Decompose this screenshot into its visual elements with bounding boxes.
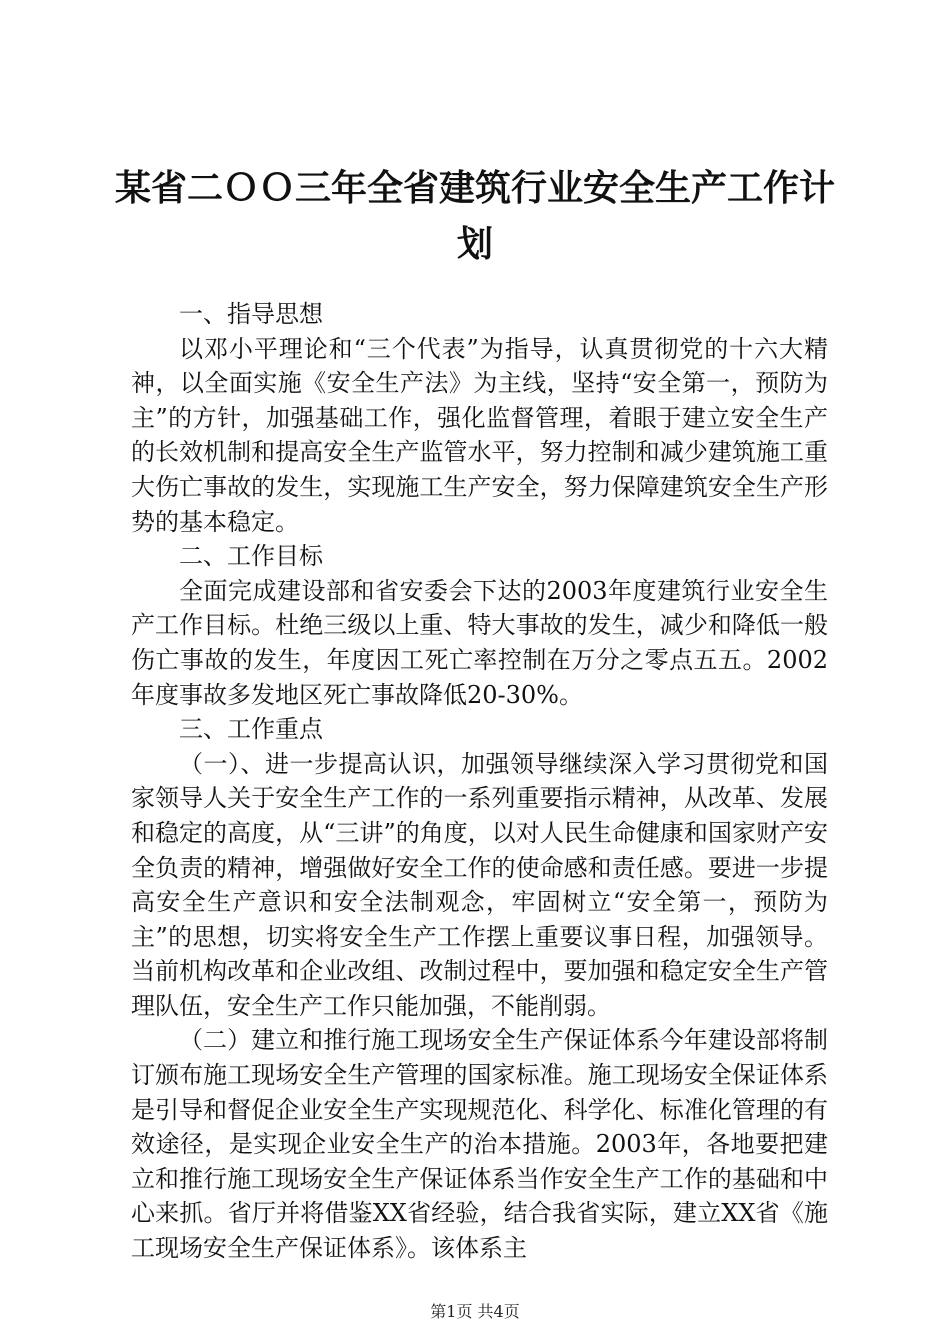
section-heading-work-focus: 三、工作重点: [179, 715, 323, 744]
paragraph-focus-one: （一）、进一步提高认识，加强领导继续深入学习贯彻党和国家领导人关于安全生产工作的一系列重要指示精神，从改革、发展和稳定的高度，从“三讲”的角度，以对人民生命健康和国家财产安全负责的精神，增强做好安全工作的使命感和责任感。要进一步提高安全生产意识和安全法制观念，牢固树立“安全第一，预防为主”的思想，切实将安全生产工作摆上重要议事日程，加强领导。当前机构改革和企业改组、改制过程中，要加强和稳定安全生产管理队伍，安全生产工作只能加强，不能削弱。: [131, 749, 828, 1020]
section-heading-work-goals: 二、工作目标: [179, 542, 323, 571]
paragraph-work-goals: 全面完成建设部和省安委会下达的2003年度建筑行业安全生产工作目标。杜绝三级以上重、特大事故的发生，减少和降低一般伤亡事故的发生，年度因工死亡率控制在万分之零点五五。2002年度事故多发地区死亡事故降低20-30%。: [131, 576, 828, 709]
document-body: [131, 297, 828, 1266]
section-heading-guiding-ideology: 一、指导思想: [179, 300, 323, 328]
paragraph-focus-two: （二）建立和推行施工现场安全生产保证体系今年建设部将制订颁布施工现场安全生产管理的国家标准。施工现场安全保证体系是引导和督促企业安全生产实现规范化、科学化、标准化管理的有效途径，是实现企业安全生产的治本措施。2003年，各地要把建立和推行施工现场安全生产保证体系当作安全生产工作的基础和中心来抓。省厅并将借鉴XX省经验，结合我省实际，建立XX省《施工现场安全生产保证体系》。该体系主: [131, 1026, 828, 1263]
paragraph-guiding-ideology: 以邓小平理论和“三个代表”为指导，认真贯彻党的十六大精神，以全面实施《安全生产法》为主线，坚持“安全第一，预防为主”的方针，加强基础工作，强化监督管理，着眼于建立安全生产的长效机制和提高安全生产监管水平，努力控制和减少建筑施工重大伤亡事故的发生，实现施工生产安全，努力保障建筑安全生产形势的基本稳定。: [131, 334, 828, 536]
document-title: 某省二ＯＯ三年全省建筑行业安全生产工作计划: [114, 167, 835, 265]
page-number-footer: 第1页 共4页: [430, 1302, 520, 1321]
